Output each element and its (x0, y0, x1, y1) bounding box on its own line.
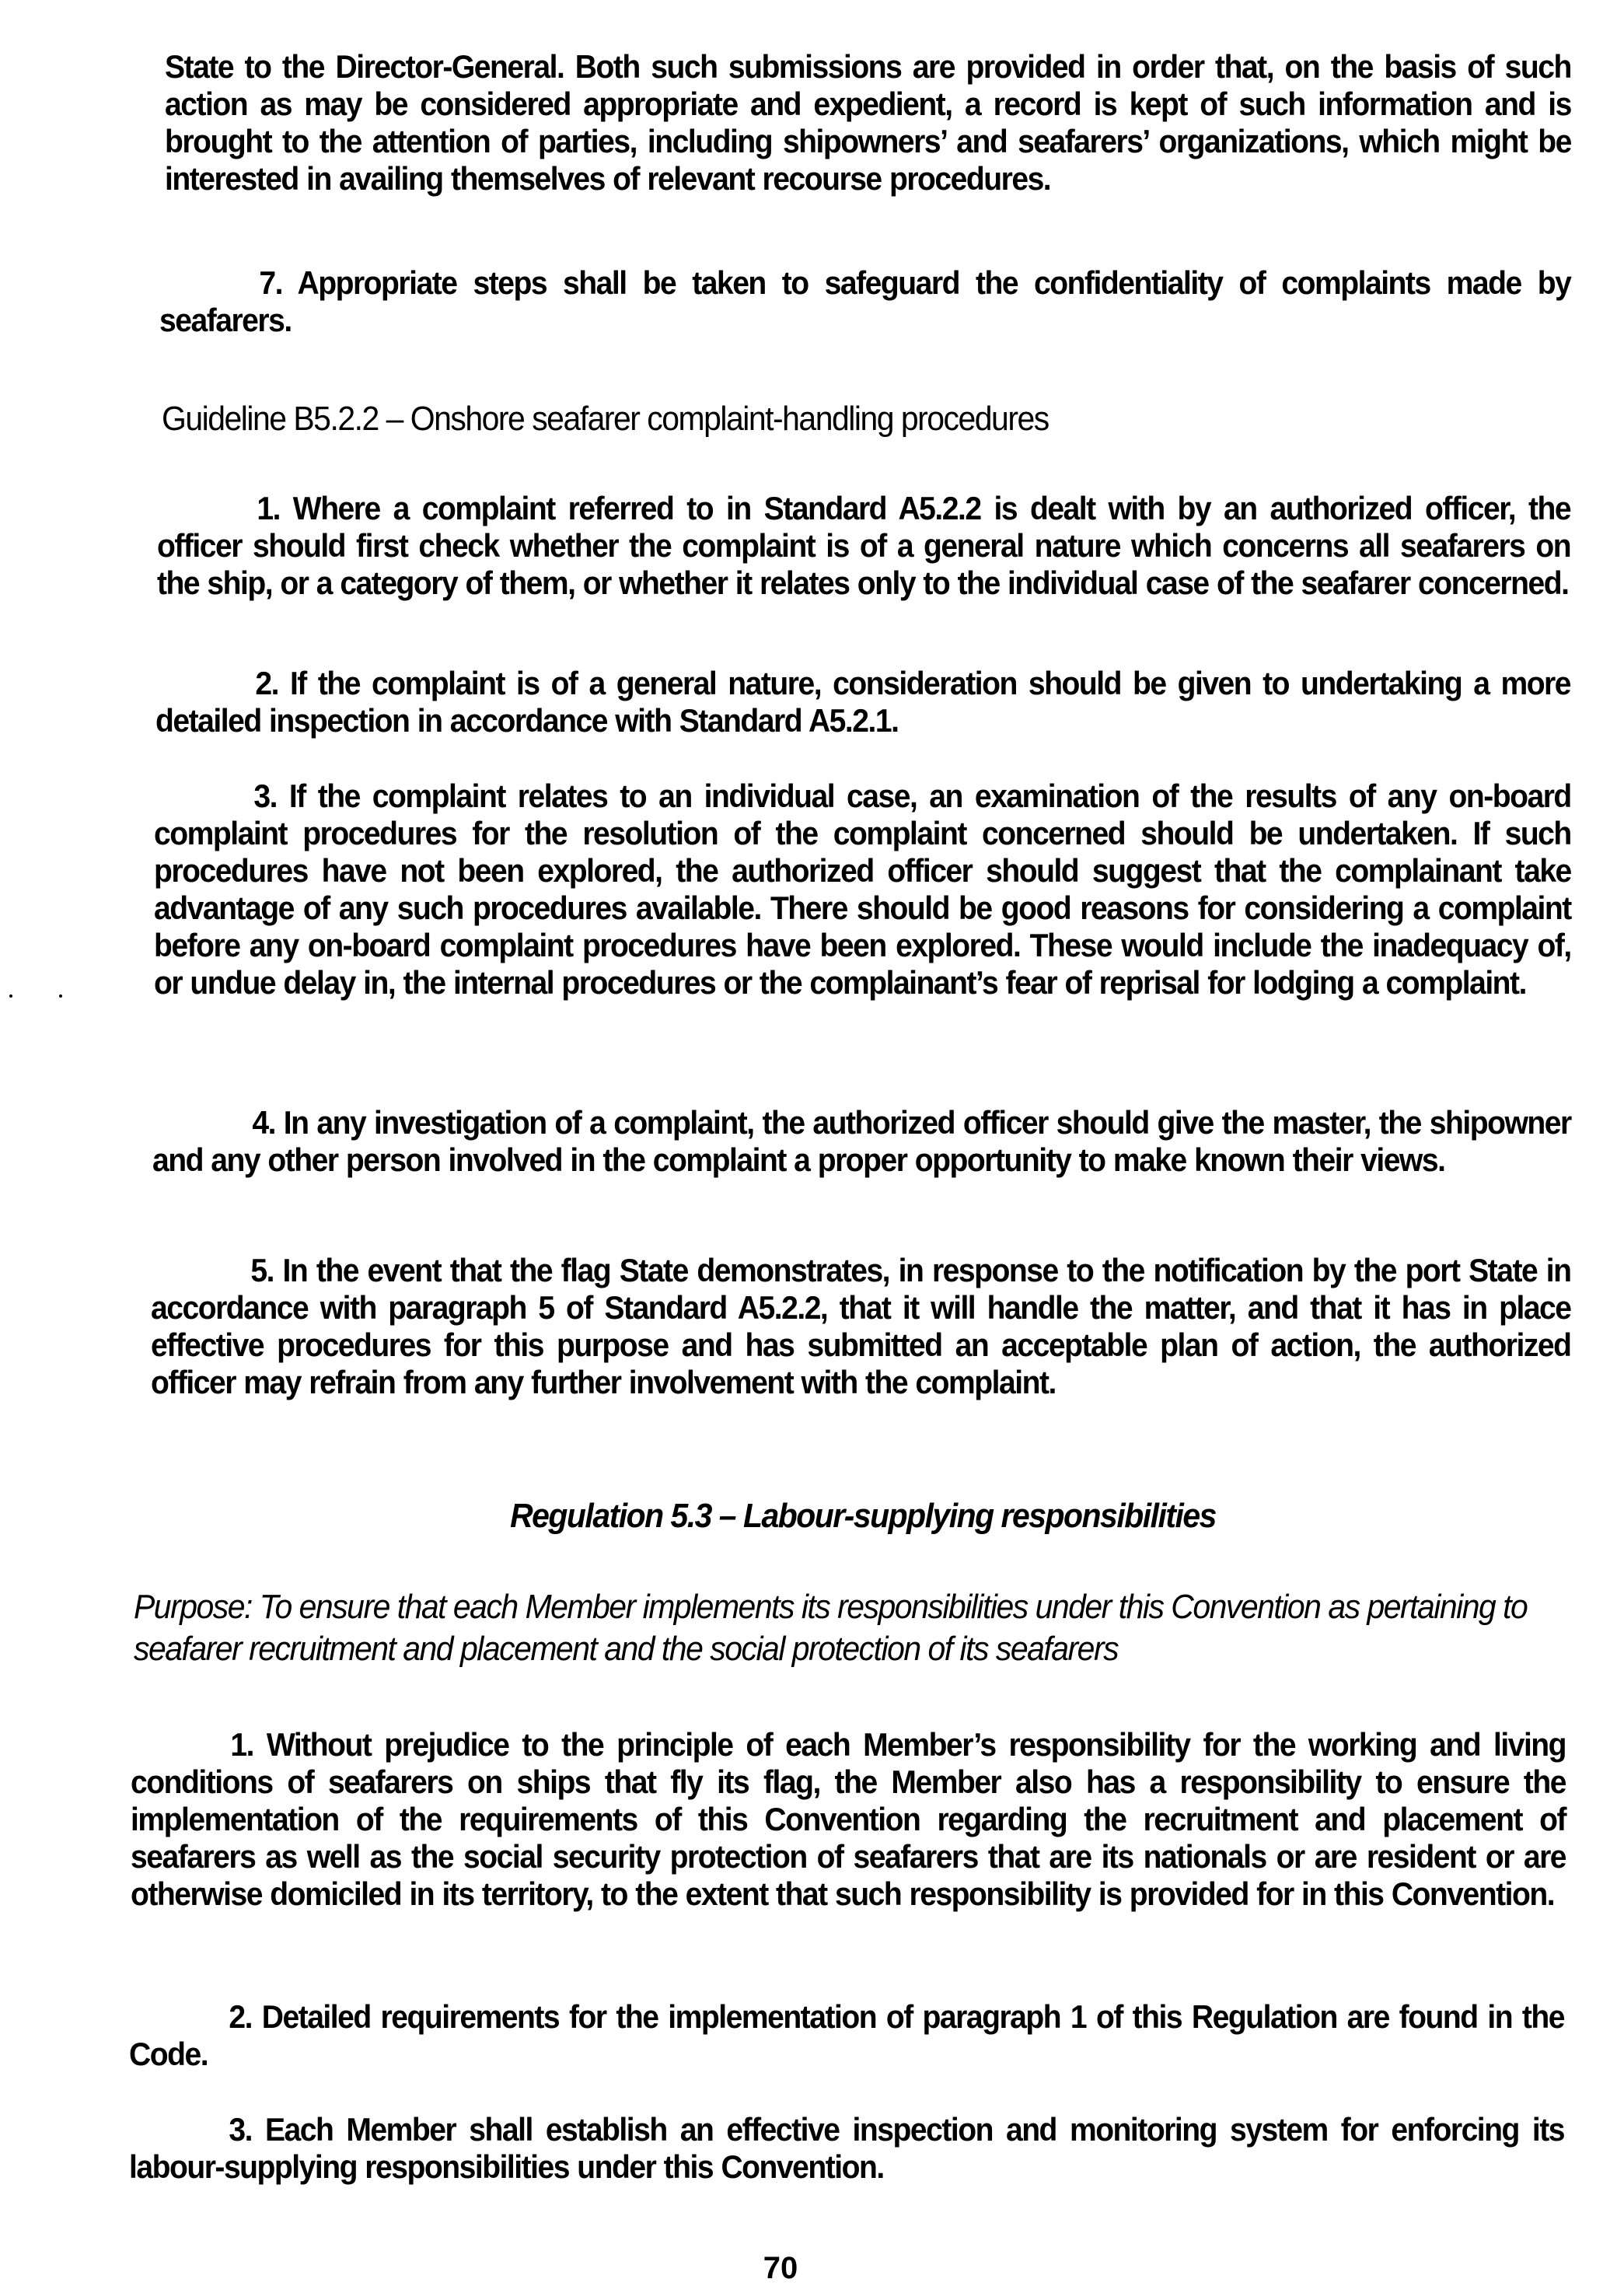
regulation-paragraph-2: 2. Detailed requirements for the implementation of paragraph 1 of this Regulation are found in the Code. (129, 1998, 1565, 2072)
standard-paragraph-7: 7. Appropriate steps shall be taken to safeguard the confidentiality of complaints made by seafarers. (159, 264, 1571, 338)
guideline-paragraph-5: 5. In the event that the flag State demonstrates, in response to the notification by the port State in accordance with paragraph 5 of Standard A5.2.2, that it will handle the matter, and that it has in place effective procedures for this purpose and has submitted an acceptable plan of action, the authorized officer may refrain from any further involvement with the complaint. (151, 1252, 1571, 1400)
regulation-paragraph-1: 1. Without prejudice to the principle of each Member’s responsibility for the working and living conditions of seafarers on ships that fly its flag, the Member also has a responsibility to ensure the implementation of the requirements of this Convention regarding the recruitment and placement of seafarers as well as the social security protection of seafarers that are its nationals or are resident or are otherwise domiciled in its territory, to the extent that such responsibility is provided for in this Convention. (131, 1726, 1566, 1912)
guideline-paragraph-2: 2. If the complaint is of a general nature, consideration should be given to undertaking a more detailed inspection in accordance with Standard A5.2.1. (155, 665, 1571, 739)
regulation-5-3-heading: Regulation 5.3 – Labour-supplying responsibilities (510, 1497, 1216, 1535)
guideline-paragraph-3: 3. If the complaint relates to an individual case, an examination of the results of any on-board complaint procedures for the resolution of the complaint concerned should be undertaken. If such procedures have not been explored, the authorized officer should suggest that the complainant take advantage of any such procedures available. There should be good reasons for considering a complaint before any on-board complaint procedures have been explored. These would include the inadequacy of, or undue delay in, the internal procedures or the complainant’s fear of reprisal for lodging a complaint. (154, 778, 1571, 1001)
guideline-paragraph-1: 1. Where a complaint referred to in Standard A5.2.2 is dealt with by an authorized officer, the officer should first check whether the complaint is of a general nature which concerns all seafarers on the ship, or a category of them, or whether it relates only to the individual case of the seafarer concerned. (157, 490, 1571, 601)
guideline-b522-heading: Guideline B5.2.2 – Onshore seafarer complaint-handling procedures (162, 400, 1049, 438)
regulation-purpose: Purpose: To ensure that each Member implements its responsibilities under this Convention as pertaining to seafarer recruitment and placement and the social protection of its seafarers (134, 1588, 1528, 1668)
opening-continuation-paragraph: State to the Director-General. Both such submissions are provided in order that, on the basis of such action as may be considered appropriate and expedient, a record is kept of such information and is brought to the attention of parties, including shipowners’ and seafarers’ organizations, which might be interested in availing themselves of relevant recourse procedures. (165, 48, 1571, 197)
regulation-paragraph-3: 3. Each Member shall establish an effective inspection and monitoring system for enforcing its labour-supplying responsibilities under this Convention. (129, 2111, 1565, 2185)
page-number: 70 (763, 2251, 798, 2285)
guideline-paragraph-4: 4. In any investigation of a complaint, the authorized officer should give the master, the shipowner and any other person involved in the complaint a proper opportunity to make known their views. (152, 1104, 1571, 1178)
scan-speck (59, 994, 62, 998)
scan-speck (9, 994, 12, 998)
